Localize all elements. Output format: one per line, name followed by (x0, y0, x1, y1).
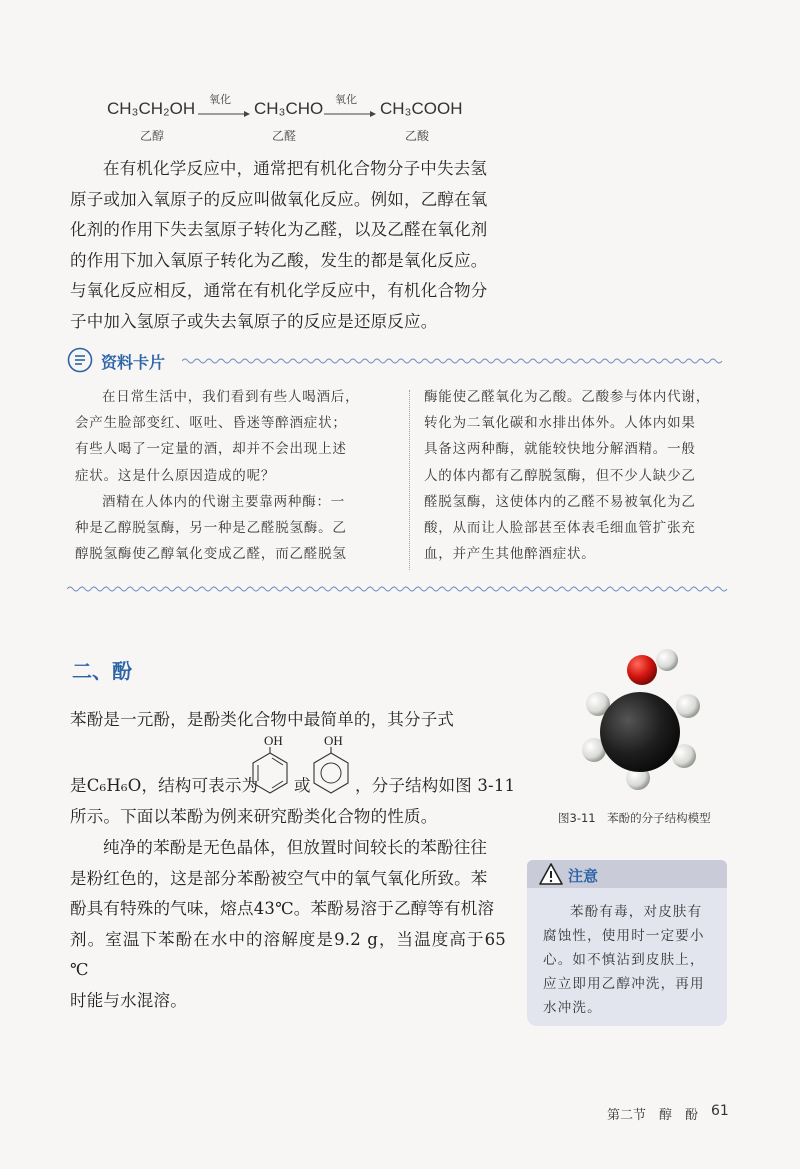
acetaldehyde-name: 乙醛 (272, 129, 297, 143)
phenol-line-2a: 是C₆H₆O，结构可表示为 (70, 776, 259, 795)
footer-section: 第二节 醇 酚 (607, 1108, 699, 1123)
caution-title: 注意 (568, 867, 599, 885)
card-line: 转化为二氧化碳和水排出体外。人体内如果 (424, 415, 696, 432)
paragraph-line: 子中加入氢原子或失去氧原子的反应是还原反应。 (70, 311, 438, 331)
card-title: 资料卡片 (101, 353, 166, 372)
phenol-or: 或 (294, 776, 311, 795)
caution-line: 苯酚有毒，对皮肤有 (570, 904, 703, 920)
figure-caption: 图3-11 苯酚的分子结构模型 (558, 811, 711, 825)
document-icon (67, 347, 93, 373)
card-top-wave (182, 356, 727, 366)
acetaldehyde-formula: CH₃CHO (254, 99, 324, 118)
phenol-properties-paragraph (70, 833, 506, 1016)
card-bottom-wave (67, 584, 729, 594)
paragraph-line: 的作用下加入氧原子转化为乙酸，发生的都是氧化反应。 (70, 250, 488, 270)
card-line: 在日常生活中，我们看到有些人喝酒后， (102, 389, 360, 405)
caution-line: 心。如不慎沾到皮肤上， (543, 952, 705, 968)
caution-line: 水冲洗。 (543, 1000, 602, 1016)
section-title: 二、酚 (72, 659, 132, 683)
oxidation-label-1: 氧化 (209, 93, 231, 106)
card-icon (67, 347, 93, 377)
caution-line: 应立即用乙醇冲洗，再用 (543, 976, 705, 992)
paragraph-line: 剂。室温下苯酚在水中的溶解度是9.2 g，当温度高于65 ℃ (70, 929, 506, 979)
caution-text (543, 900, 719, 1020)
card-line: 酶能使乙醛氧化为乙酸。乙酸参与体内代谢， (424, 389, 710, 405)
benzene-ring-circle (311, 747, 351, 795)
paragraph-line: 原子或加入氧原子的反应叫做氧化反应。例如，乙醇在氧 (70, 189, 488, 209)
caution-line: 腐蚀性，使用时一定要小 (543, 928, 705, 944)
card-line: 醛脱氢酶，这使体内的乙醛不易被氧化为乙 (424, 493, 696, 510)
paragraph-line: 纯净的苯酚是无色晶体，但放置时间较长的苯酚往往 (103, 838, 488, 857)
reaction-arrow-1 (198, 109, 250, 119)
card-line: 酸，从而让人脸部甚至体表毛细血管扩张充 (424, 520, 696, 537)
phenol-line-2b: ，分子结构如图 3-11 (355, 776, 516, 795)
card-line: 人的体内都有乙醇脱氢酶，但不少人缺少乙 (424, 467, 696, 484)
card-line: 会产生脸部变红、呕吐、昏迷等醉酒症状； (75, 415, 347, 432)
caution-box (527, 860, 727, 1026)
card-line: 酒精在人体内的代谢主要靠两种酶：一 (102, 493, 346, 510)
phenol-molecule-model (580, 640, 710, 790)
acetic-acid-formula: CH₃COOH (380, 99, 463, 118)
card-line: 有些人喝了一定量的酒，却并不会出现上述 (75, 441, 347, 458)
oh-label-1: OH (264, 733, 283, 748)
card-line: 血，并产生其他醉酒症状。 (424, 546, 596, 563)
phenol-line-3: 所示。下面以苯酚为例来研究酚类化合物的性质。 (70, 807, 438, 826)
reaction-arrow-2 (324, 109, 376, 119)
card-left-column (75, 384, 398, 567)
page-number: 61 (711, 1103, 729, 1119)
paragraph-line: 化剂的作用下失去氢原子转化为乙醛，以及乙醛在氧化剂 (70, 220, 488, 239)
ethanol-name: 乙醇 (140, 129, 165, 143)
paragraph-line: 与氧化反应相反，通常在有机化学反应中，有机化合物分 (70, 281, 488, 300)
warning-icon (539, 863, 563, 885)
oxidation-label-2: 氧化 (335, 93, 357, 106)
paragraph-line: 酚具有特殊的气味，熔点43℃。苯酚易溶于乙醇等有机溶 (70, 899, 495, 918)
card-line: 种是乙醇脱氢酶，另一种是乙醛脱氢酶。乙 (75, 520, 347, 537)
card-line: 具备这两种酶，就能较快地分解酒精。一般 (424, 441, 696, 458)
oxidation-paragraph (70, 154, 506, 337)
phenol-line-1: 苯酚是一元酚，是酚类化合物中最简单的，其分子式 (70, 710, 455, 729)
card-right-column (424, 384, 729, 567)
oh-label-2: OH (324, 733, 343, 748)
ethanol-formula: CH₃CH₂OH (107, 99, 196, 118)
acetic-acid-name: 乙酸 (405, 129, 430, 143)
paragraph-line: 是粉红色的，这是部分苯酚被空气中的氧气氧化所致。苯 (70, 868, 488, 888)
card-column-divider (409, 390, 410, 570)
card-line: 醇脱氢酶使乙醇氧化变成乙醛，而乙醛脱氢 (75, 546, 347, 563)
card-line: 症状。这是什么原因造成的呢？ (75, 467, 276, 484)
paragraph-line: 在有机化学反应中，通常把有机化合物分子中失去氢 (103, 159, 488, 178)
paragraph-line: 时能与水混溶。 (70, 990, 187, 1010)
